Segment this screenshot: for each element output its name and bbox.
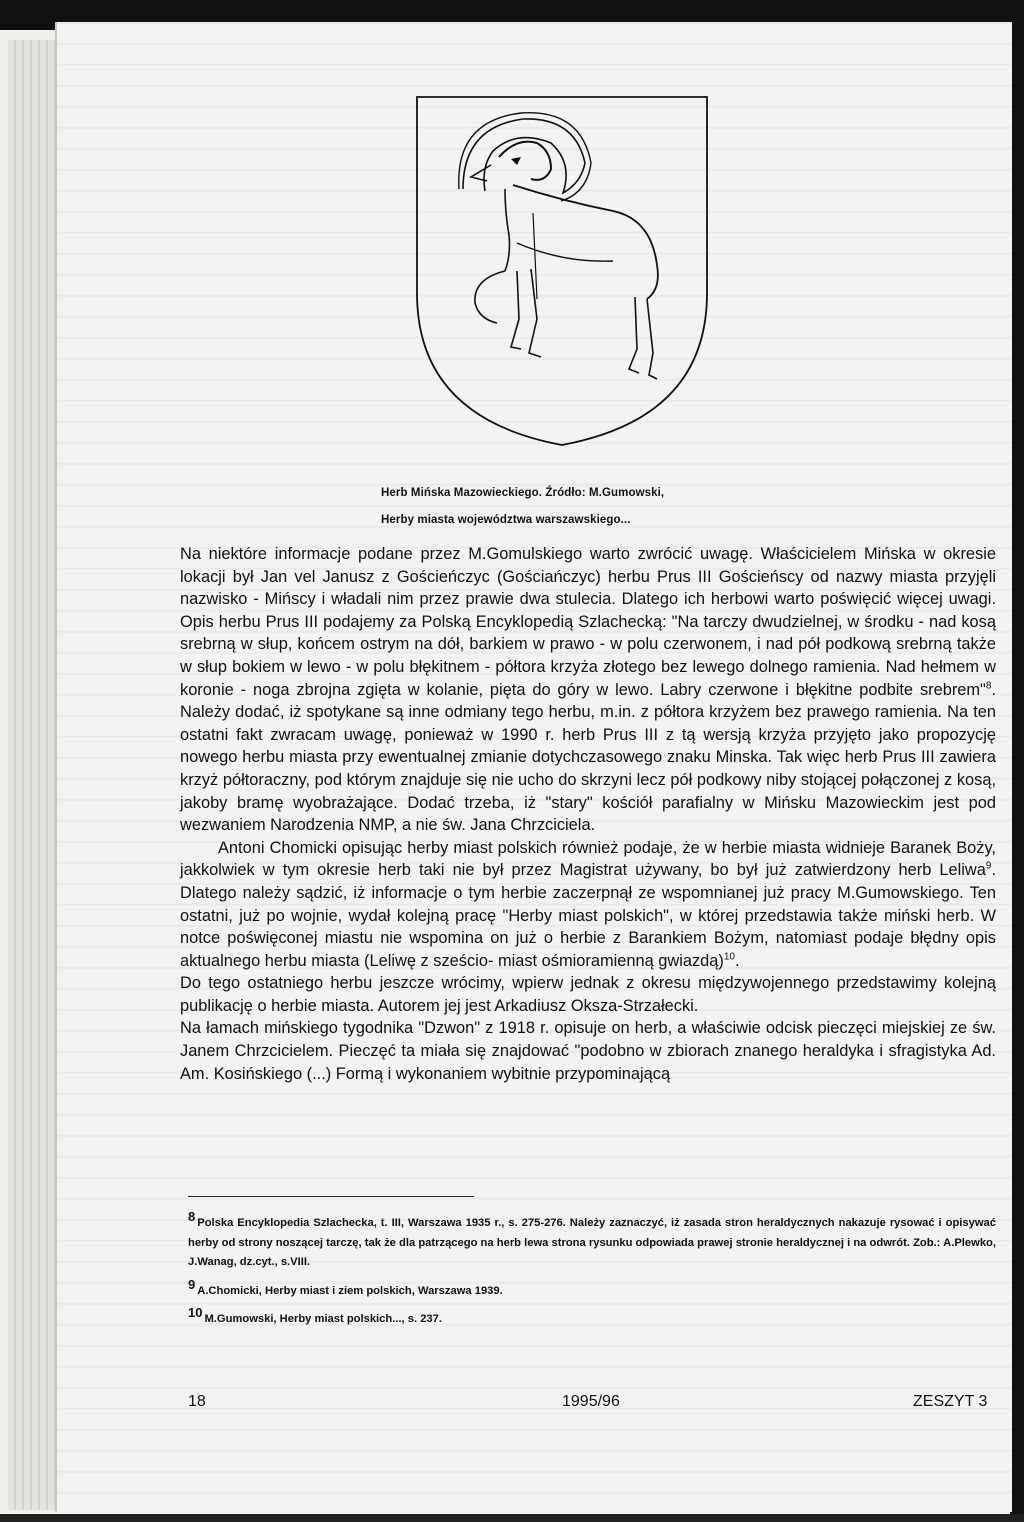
paragraph-2-head: Antoni Chomicki opisując herby miast polskich również podaje, że w herbie miasta widnieje Baranek Boży, jakkolwiek w tym okresie herb taki nie był przez Magistrat używany, bo był już zatwierdzony herb Leliwa (180, 838, 996, 880)
caption-line-1: Herb Mińska Mazowieckiego. Źródło: M.Gumowski, (381, 487, 665, 499)
paragraph-4: Na łamach mińskiego tygodnika "Dzwon" z 1918 r. opisuje on herb, a właściwie odcisk pieczęci miejskiej ze św. Janem Chrzcicielem. Pieczęć ta miała się znajdować "podobno w zbiorach znanego heraldyka i sfragistyka Ad. Am. Kosińskiego (...) Formą i wykonaniem wybitnie przypominającą (180, 1019, 996, 1083)
paragraph-1 (180, 543, 996, 837)
issue-label: ZESZYT 3 (913, 1393, 988, 1410)
footnote-text: A.Chomicki, Herby miast i ziem polskich, Warszawa 1939. (197, 1284, 503, 1297)
paragraph-1-text: Na niektóre informacje podane przez M.Gomulskiego warto zwrócić uwagę. Właścicielem Mińska w okresie lokacji był Jan vel Janusz z Gościeńczyc (Gościańczyc) herbu Prus III Gościeńscy od nazwy miasta przyjęli nazwisko - Mińscy i władali nim przez prawie dwa stulecia. Dlatego ich herbowi warto poświęcić więcej uwagi. Opis herbu Prus III podajemy za Polską Encyklopedią Szlachecką: "Na tarczy dwudzielnej, w środku - nad kosą srebrną w słup, końcem ostrym na dół, barkiem w prawo - w polu czerwonem, i nad pół podkową srebrną także w słup bokiem w lewo - w polu błękitnem - półtora krzyża złotego bez lewego dolnego ramienia. Nad hełmem w koronie - noga zbrojna zgięta w kolanie, pięta do góry w lewo. Labry czerwone i błękitne podbite srebrem" (180, 545, 996, 699)
footnote-number: 8 (188, 1209, 196, 1224)
article-body (180, 543, 996, 1085)
paragraph-1-tail: . Należy dodać, iż spotykane są inne odmiany tego herbu, m.in. z półtora krzyżem bez prawego ramienia. Na ten ostatni fakt zwracam uwagę, ponieważ w 1990 r. herb Prus III z tą wersją krzyża przyjęto jako propozycję nowego herbu miasta przy ewentualnej zmianie dotychczasowego znaku Minska. Tak więc herb Prus III zawiera krzyż półtoraczny, pod którym znajduje się nie ucho do skrzyni lecz pół podkowy niby stojącej połączonej z kosą, jakoby bramę wyobrażające. Dodać trzeba, iż "stary" kościół parafialny w Mińsku Mazowieckim jest pod wezwaniem Narodzenia NMP, a nie św. Jana Chrzciciela. (180, 680, 996, 835)
footnote-divider (188, 1196, 474, 1197)
caption-line-2: Herby miasta województwa warszawskiego... (381, 514, 631, 526)
footnote-10 (188, 1303, 996, 1330)
footnote-ref-9: 9 (985, 860, 992, 872)
footnote-text: M.Gumowski, Herby miast polskich..., s. 237. (204, 1313, 442, 1325)
footnote-text: Polska Encyklopedia Szlachecka, t. III, Warszawa 1935 r., s. 275-276. Należy zaznaczyć, iż zasada stron heraldycznych nakazuje rysować i opisywać herby od strony noszącej tarczę, tak że dla patrzącego na herb lewa strona rysunku odpowiada prawej stronie heraldycznej i na odwrót. Zob.: A.Plewko, J.Wanag, dz.cyt., s.VIII. (188, 1217, 996, 1268)
publication-year: 1995/96 (562, 1393, 620, 1410)
paragraph-2-tail: . (735, 951, 740, 970)
scan-edge-bottom (0, 1514, 1024, 1522)
ram-coat-of-arms-icon (413, 93, 713, 453)
footnote-number: 10 (188, 1305, 203, 1320)
paragraph-3: Do tego ostatniego herbu jeszcze wrócimy, wpierw jednak z okresu międzywojennego przedstawimy kolejną publikację o herbie miasta. Autorem jej jest Arkadiusz Oksza-Strzałecki. (180, 974, 996, 1015)
footnote-number: 9 (188, 1276, 196, 1292)
scan-edge-right (1010, 0, 1024, 1522)
page-number: 18 (188, 1393, 206, 1410)
paragraph-2-mid: . Dlatego należy sądzić, iż informacje o tym herbie zaczerpnął ze wspomnianej już pracy M.Gumowskiego. Ten ostatni, już po wojnie, wydał kolejną pracę "Herby miast polskich", w której przedstawia także miński herb. W notce poświęconej miastu nie wspomina on już o herbie z Barankiem Bożym, natomiast podaje błędny opis aktualnego herbu miasta (Leliwę z sześcio- miast ośmioramienną gwiazdą) (180, 861, 996, 970)
footnote-ref-10: 10 (723, 951, 735, 963)
footnote-9 (188, 1275, 996, 1302)
footnote-ref-8: 8 (985, 680, 992, 692)
footnotes (188, 1207, 996, 1332)
paragraph-2 (180, 837, 996, 973)
footnote-8 (188, 1207, 996, 1273)
figure-caption (381, 480, 821, 534)
